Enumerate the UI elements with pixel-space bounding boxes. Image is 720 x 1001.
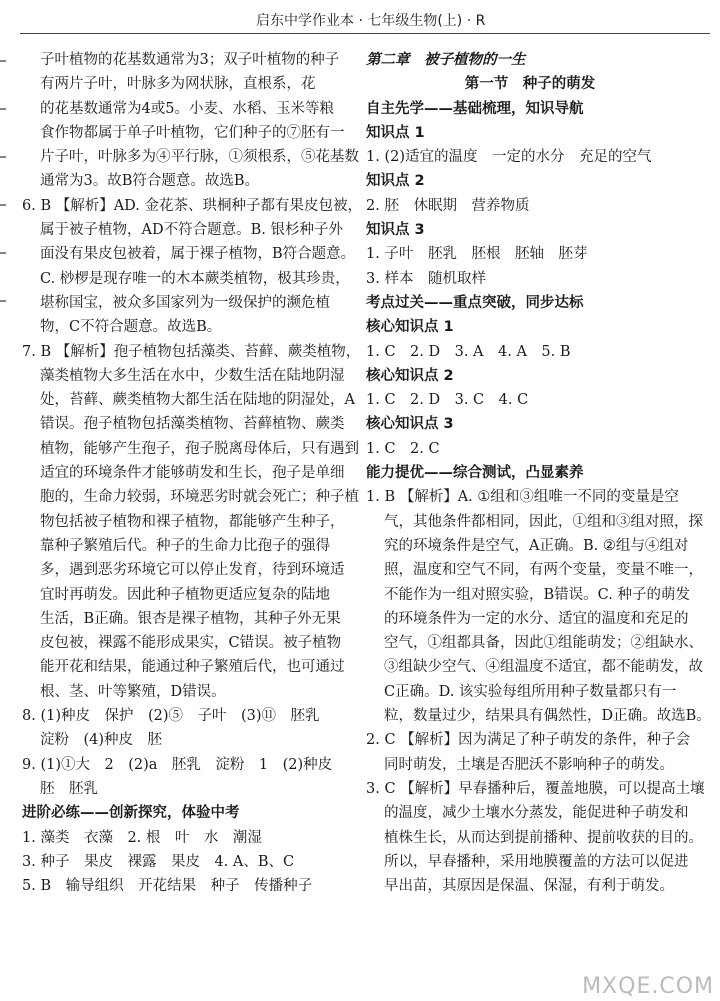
- text-line: 宜时再萌发。因此种子植物更适应复杂的陆地: [40, 586, 330, 603]
- knowledge-point-heading: 知识点 1: [366, 124, 425, 141]
- section-heading: 进阶必练——创新探究，体验中考: [22, 805, 240, 822]
- text-line: 照，温度和空气不同，有两个变量，变量不唯一，: [384, 562, 703, 579]
- answer-line: 3. 种子 果皮 裸露 果皮 4. A、B、C: [22, 853, 295, 870]
- page-header: [0, 0, 720, 40]
- answer-line: 1. 藻类 衣藻 2. 根 叶 水 潮湿: [22, 829, 262, 846]
- section-title: 第一节 种子的萌发: [464, 76, 596, 93]
- text-line: 植物，能够产生孢子，孢子脱离母体后，只有遇到: [40, 440, 359, 457]
- text-line: 早出苗，其原因是保温、保湿，有利于萌发。: [384, 878, 674, 895]
- section-heading: 考点过关——重点突破，同步达标: [366, 294, 584, 311]
- text-line: 片子叶，叶脉多为④平行脉，①须根系，⑤花基数: [40, 149, 359, 166]
- answer-line: 9. (1)①大 2 (2)a 胚乳 淀粉 1 (2)种皮: [22, 756, 333, 773]
- answer-line: 3. C 【解析】早春播种后，覆盖地膜，可以提高土壤: [366, 780, 705, 797]
- text-line: 的温度，减少土壤水分蒸发，能促进种子萌发和: [384, 805, 689, 822]
- core-point-heading: 核心知识点 2: [366, 367, 454, 384]
- text-line: 物，C不符合题意。故选B。: [40, 319, 222, 336]
- text-line: 堪称国宝，被众多国家列为一级保护的濒危植: [40, 294, 330, 311]
- text-line: 究的环境条件是空气，A正确。B. ②组与④组对: [384, 537, 689, 554]
- text-line: 不能作为一组对照实验，B错误。C. 种子的萌发: [384, 586, 690, 603]
- answer-line: 1. C 2. C: [366, 440, 440, 457]
- text-line: 多，遇到恶劣环境它可以停止发育，待到环境适: [40, 562, 345, 579]
- text-line: 有两片子叶，叶脉多为网状脉，直根系，花: [40, 76, 316, 93]
- answer-line: 6. B 【解析】AD. 金花茶、珙桐种子都有果皮包被，: [22, 197, 363, 214]
- text-line: 胚 胚乳: [40, 780, 98, 797]
- answer-line: 5. B 输导组织 开花结果 种子 传播种子: [22, 878, 313, 895]
- right-column: [366, 48, 711, 898]
- text-line: 胞的，生命力较弱，环境恶劣时就会死亡；种子植: [40, 489, 359, 506]
- knowledge-point-heading: 知识点 3: [366, 222, 425, 239]
- section-heading: 能力提优——综合测试，凸显素养: [366, 465, 584, 482]
- header-rule: [20, 33, 710, 34]
- text-line: 空气，①组都具备，因此①组能萌发；②组缺水、: [384, 635, 703, 652]
- text-line: C. 桫椤是现存唯一的木本蕨类植物，极其珍贵，: [40, 270, 350, 287]
- text-line: 根、茎、叶等繁殖，D错误。: [40, 683, 226, 700]
- text-line: 靠种子繁殖后代。种子的生命力比孢子的强得: [40, 537, 330, 554]
- answer-line: 1. B 【解析】A. ①组和③组唯一不同的变量是空: [366, 489, 679, 506]
- text-line: 淀粉 (4)种皮 胚: [40, 732, 163, 749]
- text-line: 同时萌发，土壤是否肥沃不影响种子的萌发。: [384, 756, 674, 773]
- text-line: ③组缺少空气、④组温度不适宜，都不能萌发，故: [384, 659, 703, 676]
- text-line: 藻类植物大多生活在水中，少数生活在陆地阴湿: [40, 367, 345, 384]
- answer-line: 1. 子叶 胚乳 胚根 胚轴 胚芽: [366, 246, 588, 263]
- text-line: 处，苔藓、蕨类植物大都生活在陆地的阴湿处，A: [40, 392, 355, 409]
- text-line: 粒，数量过少，结果具有偶然性，D正确。故选B。: [384, 708, 711, 725]
- answer-line: 1. C 2. D 3. A 4. A 5. B: [366, 343, 571, 360]
- text-line: 适宜的环境条件才能够萌发和生长，孢子是单细: [40, 465, 345, 482]
- text-line: 通常为3。故B符合题意。故选B。: [40, 173, 260, 190]
- text-line: 面没有果皮包被着，属于裸子植物，B符合题意。: [40, 246, 356, 263]
- knowledge-point-heading: 知识点 2: [366, 173, 425, 190]
- text-line: 食作物都属于单子叶植物，它们种子的⑦胚有一: [40, 124, 345, 141]
- text-line: 植株生长，从而达到提前播种、提前收获的目的。: [384, 829, 703, 846]
- left-column: [22, 48, 363, 898]
- text-line: 能开花和结果，能通过种子繁殖后代，也可通过: [40, 659, 345, 676]
- text-line: 子叶植物的花基数通常为3；双子叶植物的种子: [40, 52, 340, 68]
- answer-line: 8. (1)种皮 保护 (2)⑤ 子叶 (3)⑪ 胚乳: [22, 708, 320, 725]
- text-line: 皮包被，裸露不能形成果实，C错误。被子植物: [40, 635, 342, 652]
- answer-line: 2. C 【解析】因为满足了种子萌发的条件，种子会: [366, 732, 691, 749]
- text-line: 的环境条件为一定的水分、适宜的温度和充足的: [384, 610, 689, 627]
- answer-line: 7. B 【解析】孢子植物包括藻类、苔藓、蕨类植物，: [22, 343, 361, 360]
- answer-line: 2. 胚 休眠期 营养物质: [366, 197, 530, 214]
- text-line: 生活，B正确。银杏是裸子植物，其种子外无果: [40, 610, 341, 627]
- text-line: C正确。D. 该实验每组所用种子数量都只有一: [384, 683, 677, 700]
- answer-line: 1. C 2. D 3. C 4. C: [366, 392, 529, 409]
- core-point-heading: 核心知识点 1: [366, 319, 454, 336]
- text-line: 的花基数通常为4或5。小麦、水稻、玉米等粮: [40, 100, 334, 117]
- text-line: 气，其他条件都相同，因此，①组和③组对照，探: [384, 513, 703, 530]
- answer-line: 3. 样本 随机取样: [366, 270, 486, 287]
- watermark: MXQE.COM: [582, 974, 714, 999]
- text-line: 错误。孢子植物包括藻类植物、苔藓植物、蕨类: [40, 416, 345, 433]
- section-heading: 自主先学——基础梳理，知识导航: [366, 100, 584, 117]
- answer-line: 1. (2)适宜的温度 一定的水分 充足的空气: [366, 149, 652, 166]
- text-line: 物包括被子植物和裸子植物，都能够产生种子，: [40, 513, 345, 530]
- text-line: 所以，早春播种，采用地膜覆盖的方法可以促进: [384, 853, 689, 870]
- header-title: 启东中学作业本 · 七年级生物(上) · R: [256, 13, 486, 29]
- chapter-title: 第二章 被子植物的一生: [366, 52, 526, 68]
- text-line: 属于被子植物，AD不符合题意。B. 银杉种子外: [40, 222, 343, 239]
- binding-edge-marks: [0, 60, 8, 348]
- core-point-heading: 核心知识点 3: [366, 416, 454, 433]
